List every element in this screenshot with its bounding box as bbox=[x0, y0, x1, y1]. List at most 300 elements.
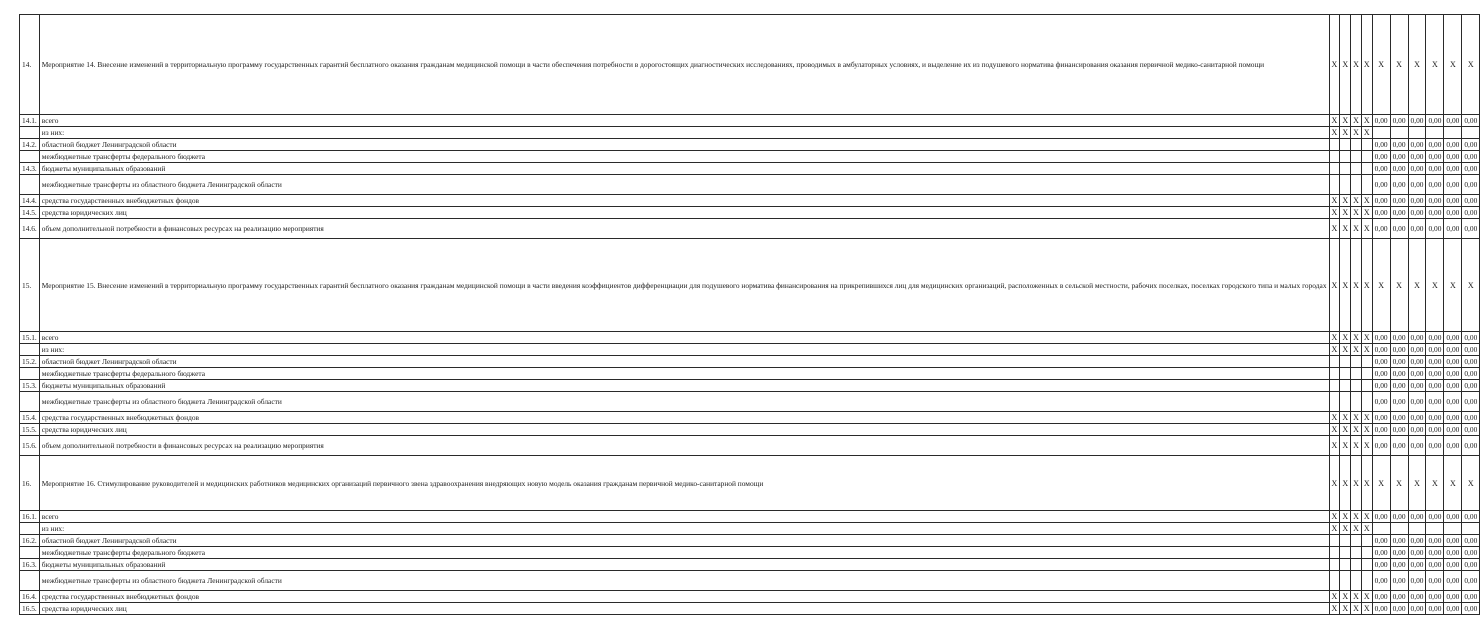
table-row bbox=[20, 344, 1480, 356]
cell-c3: X bbox=[1351, 424, 1362, 436]
cell-num: 14.6. bbox=[20, 219, 40, 239]
cell-num: 14.3. bbox=[20, 163, 40, 175]
cell-c5: 0,00 bbox=[1372, 603, 1390, 615]
cell-name: объем дополнительной потребности в финансовых ресурсах на реализацию мероприятия bbox=[39, 436, 1329, 456]
table-row bbox=[20, 571, 1480, 591]
cell-c4 bbox=[1361, 535, 1372, 547]
cell-c5 bbox=[1372, 523, 1390, 535]
cell-c5: 0,00 bbox=[1372, 424, 1390, 436]
cell-c8: 0,00 bbox=[1426, 392, 1444, 412]
cell-num bbox=[20, 151, 40, 163]
cell-c8: 0,00 bbox=[1426, 163, 1444, 175]
cell-name: всего bbox=[39, 115, 1329, 127]
cell-c2: X bbox=[1340, 523, 1351, 535]
cell-c4: X bbox=[1361, 219, 1372, 239]
cell-name: межбюджетные трансферты федерального бюджета bbox=[39, 151, 1329, 163]
cell-num: 15.6. bbox=[20, 436, 40, 456]
cell-c1: X bbox=[1329, 219, 1340, 239]
cell-c4 bbox=[1361, 151, 1372, 163]
cell-num: 14.4. bbox=[20, 195, 40, 207]
cell-c8: 0,00 bbox=[1426, 412, 1444, 424]
cell-c9: 0,00 bbox=[1444, 511, 1462, 523]
cell-name: из них: bbox=[39, 523, 1329, 535]
cell-c4: X bbox=[1361, 207, 1372, 219]
cell-c4: X bbox=[1361, 424, 1372, 436]
cell-c7: 0,00 bbox=[1408, 175, 1426, 195]
cell-c1: X bbox=[1329, 436, 1340, 456]
cell-c4 bbox=[1361, 547, 1372, 559]
cell-name: объем дополнительной потребности в финансовых ресурсах на реализацию мероприятия bbox=[39, 219, 1329, 239]
table-row bbox=[20, 559, 1480, 571]
cell-c5: 0,00 bbox=[1372, 151, 1390, 163]
table-row bbox=[20, 511, 1480, 523]
cell-num: 15. bbox=[20, 239, 40, 332]
cell-c3: X bbox=[1351, 219, 1362, 239]
cell-c5: 0,00 bbox=[1372, 368, 1390, 380]
cell-c7: 0,00 bbox=[1408, 535, 1426, 547]
cell-c9: 0,00 bbox=[1444, 436, 1462, 456]
cell-name: Мероприятие 16. Стимулирование руководителей и медицинских работников медицинских организаций первичного звена здравоохранения внедряющих новую модель оказания гражданам первичной медико-санитарной помощи bbox=[39, 456, 1329, 511]
cell-name: всего bbox=[39, 332, 1329, 344]
cell-c2: X bbox=[1340, 424, 1351, 436]
cell-c4: X bbox=[1361, 511, 1372, 523]
cell-c10 bbox=[1462, 127, 1480, 139]
cell-c7: 0,00 bbox=[1408, 207, 1426, 219]
cell-c5: X bbox=[1372, 456, 1390, 511]
cell-c4: X bbox=[1361, 15, 1372, 115]
cell-c5: 0,00 bbox=[1372, 332, 1390, 344]
cell-c8: X bbox=[1426, 15, 1444, 115]
table-row bbox=[20, 603, 1480, 615]
cell-c9: 0,00 bbox=[1444, 344, 1462, 356]
cell-c10: 0,00 bbox=[1462, 115, 1480, 127]
cell-c7: 0,00 bbox=[1408, 163, 1426, 175]
cell-c1: X bbox=[1329, 207, 1340, 219]
cell-c6: 0,00 bbox=[1390, 392, 1408, 412]
cell-num bbox=[20, 344, 40, 356]
cell-c2: X bbox=[1340, 332, 1351, 344]
cell-name: средства юридических лиц bbox=[39, 424, 1329, 436]
cell-c3: X bbox=[1351, 523, 1362, 535]
cell-num: 16.3. bbox=[20, 559, 40, 571]
cell-c1: X bbox=[1329, 603, 1340, 615]
cell-c3 bbox=[1351, 356, 1362, 368]
cell-c6 bbox=[1390, 523, 1408, 535]
cell-c6: 0,00 bbox=[1390, 139, 1408, 151]
cell-c5: 0,00 bbox=[1372, 511, 1390, 523]
cell-c1: X bbox=[1329, 332, 1340, 344]
cell-c7: 0,00 bbox=[1408, 591, 1426, 603]
cell-c3 bbox=[1351, 535, 1362, 547]
cell-name: средства государственных внебюджетных фондов bbox=[39, 591, 1329, 603]
cell-c3: X bbox=[1351, 195, 1362, 207]
cell-c8: 0,00 bbox=[1426, 591, 1444, 603]
cell-c7: 0,00 bbox=[1408, 392, 1426, 412]
table-row bbox=[20, 15, 1480, 115]
cell-c8: 0,00 bbox=[1426, 139, 1444, 151]
table-row bbox=[20, 436, 1480, 456]
cell-num: 15.2. bbox=[20, 356, 40, 368]
cell-c9: 0,00 bbox=[1444, 535, 1462, 547]
cell-c3: X bbox=[1351, 412, 1362, 424]
cell-c9: 0,00 bbox=[1444, 424, 1462, 436]
cell-c6: 0,00 bbox=[1390, 344, 1408, 356]
cell-c7: 0,00 bbox=[1408, 344, 1426, 356]
cell-c5: 0,00 bbox=[1372, 412, 1390, 424]
cell-c4 bbox=[1361, 380, 1372, 392]
cell-c7 bbox=[1408, 127, 1426, 139]
cell-c6: 0,00 bbox=[1390, 511, 1408, 523]
cell-c9: 0,00 bbox=[1444, 380, 1462, 392]
cell-c6: 0,00 bbox=[1390, 332, 1408, 344]
cell-c3: X bbox=[1351, 603, 1362, 615]
cell-num: 14.2. bbox=[20, 139, 40, 151]
cell-c6: X bbox=[1390, 239, 1408, 332]
document-table bbox=[19, 14, 1480, 615]
cell-num bbox=[20, 175, 40, 195]
cell-c1 bbox=[1329, 139, 1340, 151]
cell-c1 bbox=[1329, 559, 1340, 571]
cell-num: 14.1. bbox=[20, 115, 40, 127]
cell-c8: 0,00 bbox=[1426, 151, 1444, 163]
cell-c9: 0,00 bbox=[1444, 207, 1462, 219]
cell-c8: 0,00 bbox=[1426, 356, 1444, 368]
cell-c6: 0,00 bbox=[1390, 163, 1408, 175]
cell-c1: X bbox=[1329, 127, 1340, 139]
table-row bbox=[20, 139, 1480, 151]
cell-c4 bbox=[1361, 175, 1372, 195]
cell-c7: X bbox=[1408, 15, 1426, 115]
cell-c2 bbox=[1340, 380, 1351, 392]
cell-c1: X bbox=[1329, 344, 1340, 356]
cell-name: бюджеты муниципальных образований bbox=[39, 380, 1329, 392]
cell-c10: 0,00 bbox=[1462, 547, 1480, 559]
cell-c5: 0,00 bbox=[1372, 163, 1390, 175]
cell-c1 bbox=[1329, 547, 1340, 559]
cell-c1: X bbox=[1329, 424, 1340, 436]
cell-c5: 0,00 bbox=[1372, 344, 1390, 356]
cell-c2: X bbox=[1340, 436, 1351, 456]
cell-c10: 0,00 bbox=[1462, 571, 1480, 591]
cell-c4 bbox=[1361, 571, 1372, 591]
cell-c4: X bbox=[1361, 412, 1372, 424]
cell-c1: X bbox=[1329, 115, 1340, 127]
table-row bbox=[20, 591, 1480, 603]
cell-c6: 0,00 bbox=[1390, 436, 1408, 456]
cell-c9 bbox=[1444, 127, 1462, 139]
cell-c5: 0,00 bbox=[1372, 591, 1390, 603]
cell-name: межбюджетные трансферты из областного бюджета Ленинградской области bbox=[39, 392, 1329, 412]
cell-c6: 0,00 bbox=[1390, 412, 1408, 424]
cell-c6: 0,00 bbox=[1390, 571, 1408, 591]
cell-c9: 0,00 bbox=[1444, 603, 1462, 615]
cell-num: 14.5. bbox=[20, 207, 40, 219]
cell-c10 bbox=[1462, 523, 1480, 535]
cell-c10: X bbox=[1462, 15, 1480, 115]
cell-c7: 0,00 bbox=[1408, 603, 1426, 615]
cell-c4: X bbox=[1361, 127, 1372, 139]
cell-c3: X bbox=[1351, 332, 1362, 344]
cell-c3 bbox=[1351, 392, 1362, 412]
table-row bbox=[20, 219, 1480, 239]
cell-c1: X bbox=[1329, 523, 1340, 535]
table-row bbox=[20, 535, 1480, 547]
cell-c8: X bbox=[1426, 456, 1444, 511]
cell-c4: X bbox=[1361, 436, 1372, 456]
cell-c5: 0,00 bbox=[1372, 436, 1390, 456]
cell-c6: 0,00 bbox=[1390, 547, 1408, 559]
cell-c5: 0,00 bbox=[1372, 115, 1390, 127]
cell-c6: 0,00 bbox=[1390, 380, 1408, 392]
cell-c3: X bbox=[1351, 239, 1362, 332]
cell-c9: 0,00 bbox=[1444, 115, 1462, 127]
cell-num bbox=[20, 571, 40, 591]
cell-c8: 0,00 bbox=[1426, 603, 1444, 615]
cell-c6: 0,00 bbox=[1390, 151, 1408, 163]
cell-c6 bbox=[1390, 127, 1408, 139]
cell-c7: 0,00 bbox=[1408, 436, 1426, 456]
cell-c7: 0,00 bbox=[1408, 368, 1426, 380]
cell-c8 bbox=[1426, 127, 1444, 139]
cell-c2 bbox=[1340, 139, 1351, 151]
table-row bbox=[20, 127, 1480, 139]
cell-c4 bbox=[1361, 139, 1372, 151]
cell-c2 bbox=[1340, 163, 1351, 175]
cell-num: 16.5. bbox=[20, 603, 40, 615]
cell-c3: X bbox=[1351, 207, 1362, 219]
cell-c8: 0,00 bbox=[1426, 436, 1444, 456]
cell-c8: 0,00 bbox=[1426, 424, 1444, 436]
cell-c8: 0,00 bbox=[1426, 344, 1444, 356]
cell-c2: X bbox=[1340, 412, 1351, 424]
cell-c3 bbox=[1351, 380, 1362, 392]
cell-c6: 0,00 bbox=[1390, 603, 1408, 615]
cell-c5: 0,00 bbox=[1372, 535, 1390, 547]
cell-c6: 0,00 bbox=[1390, 559, 1408, 571]
cell-c6: 0,00 bbox=[1390, 356, 1408, 368]
cell-c1: X bbox=[1329, 591, 1340, 603]
cell-c10: 0,00 bbox=[1462, 195, 1480, 207]
cell-c1: X bbox=[1329, 412, 1340, 424]
cell-c1 bbox=[1329, 535, 1340, 547]
cell-c8: 0,00 bbox=[1426, 207, 1444, 219]
cell-c7: 0,00 bbox=[1408, 356, 1426, 368]
cell-c8: 0,00 bbox=[1426, 571, 1444, 591]
cell-c10: 0,00 bbox=[1462, 380, 1480, 392]
cell-c4: X bbox=[1361, 523, 1372, 535]
cell-c4 bbox=[1361, 356, 1372, 368]
cell-c2: X bbox=[1340, 603, 1351, 615]
cell-c8: 0,00 bbox=[1426, 332, 1444, 344]
cell-c9: X bbox=[1444, 239, 1462, 332]
cell-c5: 0,00 bbox=[1372, 380, 1390, 392]
cell-c7: 0,00 bbox=[1408, 195, 1426, 207]
cell-c10: 0,00 bbox=[1462, 591, 1480, 603]
cell-c4: X bbox=[1361, 456, 1372, 511]
table-row bbox=[20, 239, 1480, 332]
cell-c7: 0,00 bbox=[1408, 571, 1426, 591]
cell-c3: X bbox=[1351, 456, 1362, 511]
cell-c9: 0,00 bbox=[1444, 139, 1462, 151]
cell-c9: 0,00 bbox=[1444, 151, 1462, 163]
cell-c1 bbox=[1329, 356, 1340, 368]
cell-c5: 0,00 bbox=[1372, 571, 1390, 591]
cell-c6: 0,00 bbox=[1390, 175, 1408, 195]
table-row bbox=[20, 523, 1480, 535]
cell-name: межбюджетные трансферты федерального бюджета bbox=[39, 547, 1329, 559]
cell-c4: X bbox=[1361, 332, 1372, 344]
cell-c8: 0,00 bbox=[1426, 511, 1444, 523]
cell-c7: 0,00 bbox=[1408, 151, 1426, 163]
cell-c4: X bbox=[1361, 195, 1372, 207]
cell-c9: 0,00 bbox=[1444, 175, 1462, 195]
table-row bbox=[20, 368, 1480, 380]
cell-c9: 0,00 bbox=[1444, 547, 1462, 559]
cell-c7: 0,00 bbox=[1408, 511, 1426, 523]
cell-c9: 0,00 bbox=[1444, 219, 1462, 239]
cell-c7 bbox=[1408, 523, 1426, 535]
cell-c5: 0,00 bbox=[1372, 559, 1390, 571]
cell-c2: X bbox=[1340, 239, 1351, 332]
cell-c9: 0,00 bbox=[1444, 163, 1462, 175]
cell-num: 15.4. bbox=[20, 412, 40, 424]
cell-c9: 0,00 bbox=[1444, 591, 1462, 603]
cell-c2: X bbox=[1340, 207, 1351, 219]
cell-c10: 0,00 bbox=[1462, 511, 1480, 523]
cell-c9: X bbox=[1444, 15, 1462, 115]
cell-c7: 0,00 bbox=[1408, 332, 1426, 344]
table-row bbox=[20, 151, 1480, 163]
cell-c2 bbox=[1340, 535, 1351, 547]
cell-name: межбюджетные трансферты из областного бюджета Ленинградской области bbox=[39, 571, 1329, 591]
cell-c6: 0,00 bbox=[1390, 535, 1408, 547]
table-row bbox=[20, 356, 1480, 368]
cell-c3: X bbox=[1351, 436, 1362, 456]
cell-c8: 0,00 bbox=[1426, 559, 1444, 571]
cell-num: 15.1. bbox=[20, 332, 40, 344]
cell-c2: X bbox=[1340, 456, 1351, 511]
cell-c1: X bbox=[1329, 511, 1340, 523]
cell-c3: X bbox=[1351, 127, 1362, 139]
cell-c1 bbox=[1329, 151, 1340, 163]
cell-c7: X bbox=[1408, 239, 1426, 332]
cell-c3 bbox=[1351, 151, 1362, 163]
cell-c5: 0,00 bbox=[1372, 195, 1390, 207]
cell-c2: X bbox=[1340, 127, 1351, 139]
cell-num: 16.2. bbox=[20, 535, 40, 547]
table-row bbox=[20, 456, 1480, 511]
cell-c10: 0,00 bbox=[1462, 207, 1480, 219]
cell-c1 bbox=[1329, 392, 1340, 412]
cell-c10: 0,00 bbox=[1462, 139, 1480, 151]
cell-name: областной бюджет Ленинградской области bbox=[39, 356, 1329, 368]
cell-c10: 0,00 bbox=[1462, 368, 1480, 380]
cell-c9: 0,00 bbox=[1444, 559, 1462, 571]
cell-c10: 0,00 bbox=[1462, 356, 1480, 368]
cell-c7: 0,00 bbox=[1408, 380, 1426, 392]
cell-c3 bbox=[1351, 559, 1362, 571]
cell-name: областной бюджет Ленинградской области bbox=[39, 535, 1329, 547]
table-row bbox=[20, 412, 1480, 424]
cell-c1: X bbox=[1329, 239, 1340, 332]
cell-name: межбюджетные трансферты из областного бюджета Ленинградской области bbox=[39, 175, 1329, 195]
cell-c5: 0,00 bbox=[1372, 392, 1390, 412]
cell-c3: X bbox=[1351, 115, 1362, 127]
cell-name: из них: bbox=[39, 344, 1329, 356]
table-row bbox=[20, 332, 1480, 344]
cell-c10: 0,00 bbox=[1462, 603, 1480, 615]
cell-c9 bbox=[1444, 523, 1462, 535]
cell-c6: 0,00 bbox=[1390, 207, 1408, 219]
cell-c10: 0,00 bbox=[1462, 436, 1480, 456]
cell-c1 bbox=[1329, 380, 1340, 392]
cell-c1: X bbox=[1329, 195, 1340, 207]
cell-c2 bbox=[1340, 356, 1351, 368]
cell-c7: 0,00 bbox=[1408, 547, 1426, 559]
cell-c10: 0,00 bbox=[1462, 392, 1480, 412]
cell-c6: 0,00 bbox=[1390, 368, 1408, 380]
cell-num: 16.4. bbox=[20, 591, 40, 603]
cell-c5: 0,00 bbox=[1372, 356, 1390, 368]
table-row bbox=[20, 163, 1480, 175]
cell-c3 bbox=[1351, 163, 1362, 175]
cell-c8: 0,00 bbox=[1426, 547, 1444, 559]
cell-c6: X bbox=[1390, 456, 1408, 511]
cell-c7: 0,00 bbox=[1408, 139, 1426, 151]
cell-c1 bbox=[1329, 175, 1340, 195]
cell-c3 bbox=[1351, 571, 1362, 591]
cell-c5: 0,00 bbox=[1372, 547, 1390, 559]
cell-c10: 0,00 bbox=[1462, 535, 1480, 547]
cell-c4 bbox=[1361, 163, 1372, 175]
cell-c10: 0,00 bbox=[1462, 175, 1480, 195]
cell-c2: X bbox=[1340, 115, 1351, 127]
table-row bbox=[20, 195, 1480, 207]
cell-c8: 0,00 bbox=[1426, 535, 1444, 547]
table-body bbox=[20, 15, 1480, 615]
cell-name: средства государственных внебюджетных фондов bbox=[39, 195, 1329, 207]
cell-c10: 0,00 bbox=[1462, 559, 1480, 571]
table-row bbox=[20, 424, 1480, 436]
table-row bbox=[20, 207, 1480, 219]
cell-num: 16. bbox=[20, 456, 40, 511]
cell-c7: 0,00 bbox=[1408, 424, 1426, 436]
cell-name: средства государственных внебюджетных фондов bbox=[39, 412, 1329, 424]
cell-c4: X bbox=[1361, 603, 1372, 615]
cell-c2: X bbox=[1340, 195, 1351, 207]
cell-num bbox=[20, 523, 40, 535]
cell-c10: 0,00 bbox=[1462, 163, 1480, 175]
cell-c6: 0,00 bbox=[1390, 424, 1408, 436]
cell-num bbox=[20, 547, 40, 559]
cell-c10: X bbox=[1462, 456, 1480, 511]
cell-c7: 0,00 bbox=[1408, 412, 1426, 424]
cell-num bbox=[20, 127, 40, 139]
cell-c7: X bbox=[1408, 456, 1426, 511]
cell-num bbox=[20, 392, 40, 412]
table-row bbox=[20, 547, 1480, 559]
cell-c5: 0,00 bbox=[1372, 219, 1390, 239]
cell-c2: X bbox=[1340, 591, 1351, 603]
cell-c8: 0,00 bbox=[1426, 115, 1444, 127]
cell-c2: X bbox=[1340, 219, 1351, 239]
cell-c4: X bbox=[1361, 239, 1372, 332]
cell-name: средства юридических лиц bbox=[39, 603, 1329, 615]
cell-c8: 0,00 bbox=[1426, 380, 1444, 392]
cell-c9: 0,00 bbox=[1444, 356, 1462, 368]
cell-num: 15.3. bbox=[20, 380, 40, 392]
cell-c3 bbox=[1351, 139, 1362, 151]
